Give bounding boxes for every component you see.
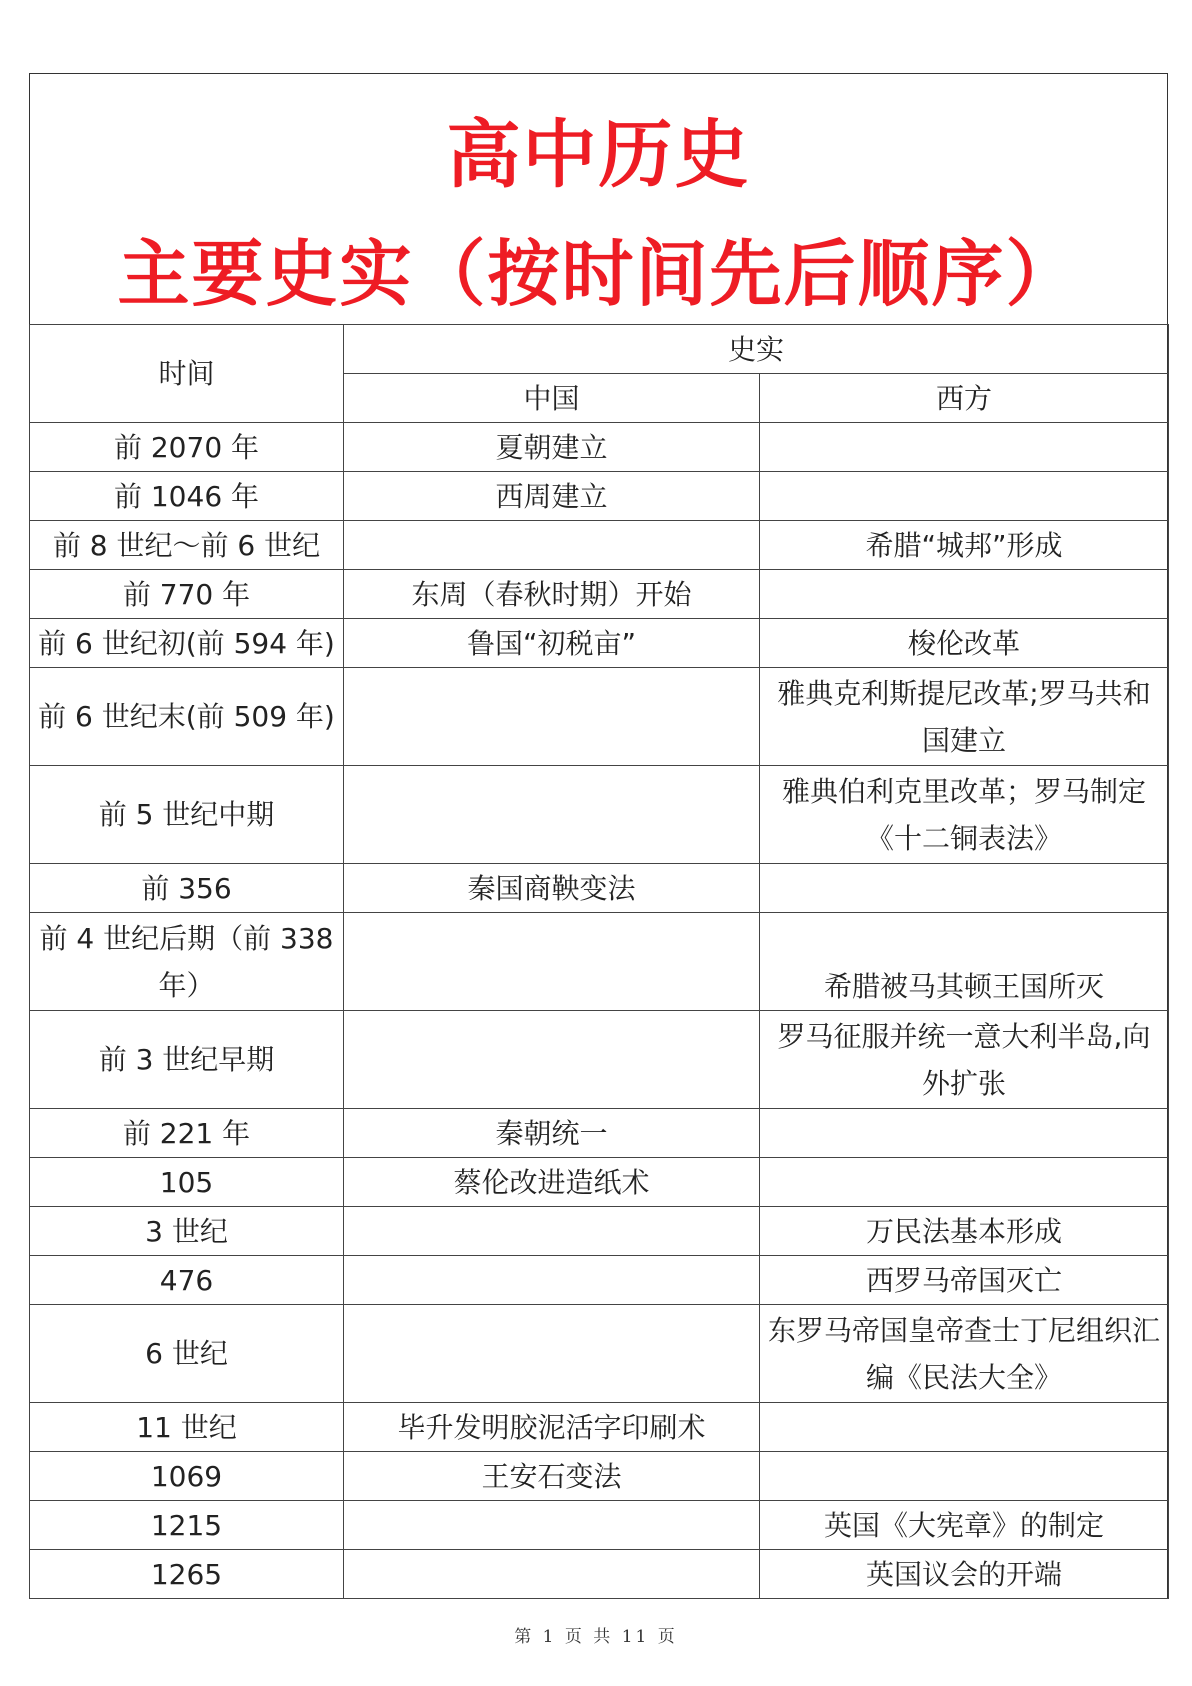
table-row	[30, 570, 1169, 619]
cell-west	[760, 1403, 1169, 1452]
cell-china	[344, 1256, 760, 1305]
cell-time: 前 5 世纪中期	[30, 766, 344, 864]
cell-west	[760, 1452, 1169, 1501]
cell-time: 105	[30, 1158, 344, 1207]
table-row	[30, 913, 1169, 1011]
cell-china	[344, 913, 760, 1011]
cell-china: 秦国商鞅变法	[344, 864, 760, 913]
table-row	[30, 1011, 1169, 1109]
cell-china: 东周（春秋时期）开始	[344, 570, 760, 619]
table-row	[30, 1158, 1169, 1207]
history-table	[29, 324, 1169, 1599]
cell-time: 1215	[30, 1501, 344, 1550]
cell-time: 前 221 年	[30, 1109, 344, 1158]
table-row	[30, 1452, 1169, 1501]
header-west: 西方	[760, 374, 1169, 423]
cell-china: 毕升发明胶泥活字印刷术	[344, 1403, 760, 1452]
cell-china	[344, 521, 760, 570]
cell-west: 英国《大宪章》的制定	[760, 1501, 1169, 1550]
cell-west	[760, 423, 1169, 472]
cell-west	[760, 570, 1169, 619]
table-row	[30, 472, 1169, 521]
document-sheet	[29, 73, 1168, 1599]
cell-west: 东罗马帝国皇帝查士丁尼组织汇编《民法大全》	[760, 1305, 1169, 1403]
cell-time: 前 2070 年	[30, 423, 344, 472]
cell-west: 希腊被马其顿王国所灭	[760, 913, 1169, 1011]
table-row	[30, 766, 1169, 864]
table-row	[30, 521, 1169, 570]
table-row	[30, 1501, 1169, 1550]
cell-west: 雅典伯利克里改革；罗马制定《十二铜表法》	[760, 766, 1169, 864]
cell-china: 夏朝建立	[344, 423, 760, 472]
cell-china: 王安石变法	[344, 1452, 760, 1501]
cell-china	[344, 1305, 760, 1403]
cell-china: 蔡伦改进造纸术	[344, 1158, 760, 1207]
table-row	[30, 1207, 1169, 1256]
page-title: 高中历史	[446, 112, 751, 198]
cell-china	[344, 766, 760, 864]
cell-china: 西周建立	[344, 472, 760, 521]
cell-west: 梭伦改革	[760, 619, 1169, 668]
cell-west	[760, 864, 1169, 913]
cell-time: 前 8 世纪～前 6 世纪	[30, 521, 344, 570]
cell-time: 前 3 世纪早期	[30, 1011, 344, 1109]
cell-west: 万民法基本形成	[760, 1207, 1169, 1256]
cell-time: 1265	[30, 1550, 344, 1599]
header-facts: 史实	[344, 325, 1169, 374]
table-row	[30, 1550, 1169, 1599]
table-row	[30, 1305, 1169, 1403]
page-footer: 第 1 页 共 11 页	[514, 1627, 678, 1647]
cell-west: 英国议会的开端	[760, 1550, 1169, 1599]
cell-time: 前 1046 年	[30, 472, 344, 521]
cell-china	[344, 1207, 760, 1256]
cell-west: 西罗马帝国灭亡	[760, 1256, 1169, 1305]
table-body	[30, 423, 1169, 1599]
cell-china: 鲁国“初税亩”	[344, 619, 760, 668]
cell-time: 前 6 世纪末(前 509 年)	[30, 668, 344, 766]
cell-time: 前 6 世纪初(前 594 年)	[30, 619, 344, 668]
cell-time: 1069	[30, 1452, 344, 1501]
cell-west	[760, 1158, 1169, 1207]
table-row	[30, 423, 1169, 472]
cell-china	[344, 1011, 760, 1109]
cell-time: 前 4 世纪后期（前 338 年）	[30, 913, 344, 1011]
header-china: 中国	[344, 374, 760, 423]
table-row	[30, 1403, 1169, 1452]
header-time: 时间	[30, 325, 344, 423]
cell-west	[760, 1109, 1169, 1158]
cell-time: 前 770 年	[30, 570, 344, 619]
cell-time: 476	[30, 1256, 344, 1305]
cell-west: 希腊“城邦”形成	[760, 521, 1169, 570]
title-block	[30, 74, 1167, 324]
table-row	[30, 1256, 1169, 1305]
cell-china	[344, 1501, 760, 1550]
table-row	[30, 864, 1169, 913]
cell-time: 3 世纪	[30, 1207, 344, 1256]
cell-time: 前 356	[30, 864, 344, 913]
cell-time: 6 世纪	[30, 1305, 344, 1403]
cell-china	[344, 1550, 760, 1599]
table-row	[30, 668, 1169, 766]
table-row	[30, 619, 1169, 668]
cell-china: 秦朝统一	[344, 1109, 760, 1158]
cell-china	[344, 668, 760, 766]
cell-west	[760, 472, 1169, 521]
page-subtitle: 主要史实（按时间先后顺序）	[117, 232, 1080, 316]
cell-time: 11 世纪	[30, 1403, 344, 1452]
table-row	[30, 1109, 1169, 1158]
cell-west: 罗马征服并统一意大利半岛,向外扩张	[760, 1011, 1169, 1109]
cell-west: 雅典克利斯提尼改革;罗马共和国建立	[760, 668, 1169, 766]
